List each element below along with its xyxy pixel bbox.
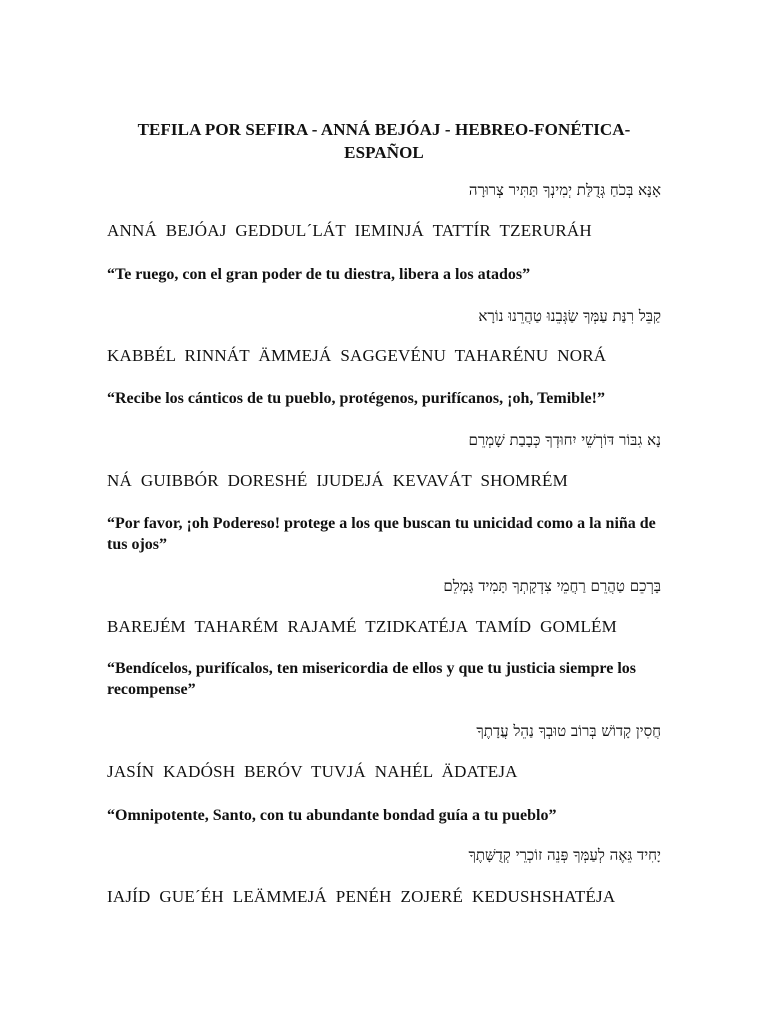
phonetic-verse-3: NÁ GUIBBÓR DORESHÉ IJUDEJÁ KEVAVÁT SHOMRÉM — [107, 471, 568, 490]
translation-verse-1: “Te ruego, con el gran poder de tu diestra, libera a los atados” — [107, 266, 531, 283]
document-title: TEFILA POR SEFIRA - ANNÁ BEJÓAJ - HEBREO-FONÉTICA-ESPAÑOL — [137, 120, 631, 162]
phonetic-verse-6: IAJÍD GUE´ÉH LEÄMMEJÁ PENÉH ZOJERÉ KEDUSHSHATÉJA — [107, 887, 616, 906]
phonetic-verse-4: BAREJÉM TAHARÉM RAJAMÉ TZIDKATÉJA TAMÍD GOMLÉM — [107, 617, 617, 636]
phonetic-verse-2: KABBÉL RINNÁT ÄMMEJÁ SAGGEVÉNU TAHARÉNU NORÁ — [107, 346, 607, 365]
phonetic-verse-5: JASÍN KADÓSH BERÓV TUVJÁ NAHÉL ÄDATEJA — [107, 762, 518, 781]
hebrew-verse-5: חֲסִין קָדוֹשׁ בְּרוֹב טוּבְךָ נַהֵל עֲדָתֶךָ — [476, 722, 661, 740]
hebrew-verse-6: יָחִיד גֵּאֶה לְעַמְּךָ פְּנֵה זוֹכְרֵי קְדֻשָּׁתֶךָ — [468, 846, 661, 864]
hebrew-verse-2: קַבֵּל רִנַּת עַמְּךָ שַׂגְּבֵנוּ טַהֲרֵנוּ נוֹרָא — [478, 307, 661, 325]
translation-verse-4: “Bendícelos, purifícalos, ten misericordia de ellos y que tu justicia siempre los recompense” — [107, 660, 637, 698]
phonetic-verse-1: ANNÁ BEJÓAJ GEDDUL´LÁT IEMINJÁ TATTÍR TZERURÁH — [107, 221, 592, 240]
hebrew-verse-1: אָנָּא בְּכֹחַ גְּדֻלַּת יְמִינְךָ תַּתִּיר צְרוּרָה — [468, 181, 661, 199]
translation-verse-5: “Omnipotente, Santo, con tu abundante bondad guía a tu pueblo” — [107, 807, 557, 824]
hebrew-verse-3: נָא גִבּוֹר דּוֹרְשֵׁי יִחוּדְךָ כְּבָבַת שָׁמְרֵם — [468, 431, 661, 449]
translation-verse-3: “Por favor, ¡oh Podereso! protege a los que buscan tu unicidad como a la niña de tus ojos” — [107, 515, 656, 553]
hebrew-verse-4: בָּרְכֵם טַהֲרֵם רַחֲמֵי צִדְקָתְךָ תָּמִיד גָּמְלֵם — [443, 577, 661, 595]
translation-verse-2: “Recibe los cánticos de tu pueblo, protégenos, purifícanos, ¡oh, Temible!” — [107, 390, 605, 407]
